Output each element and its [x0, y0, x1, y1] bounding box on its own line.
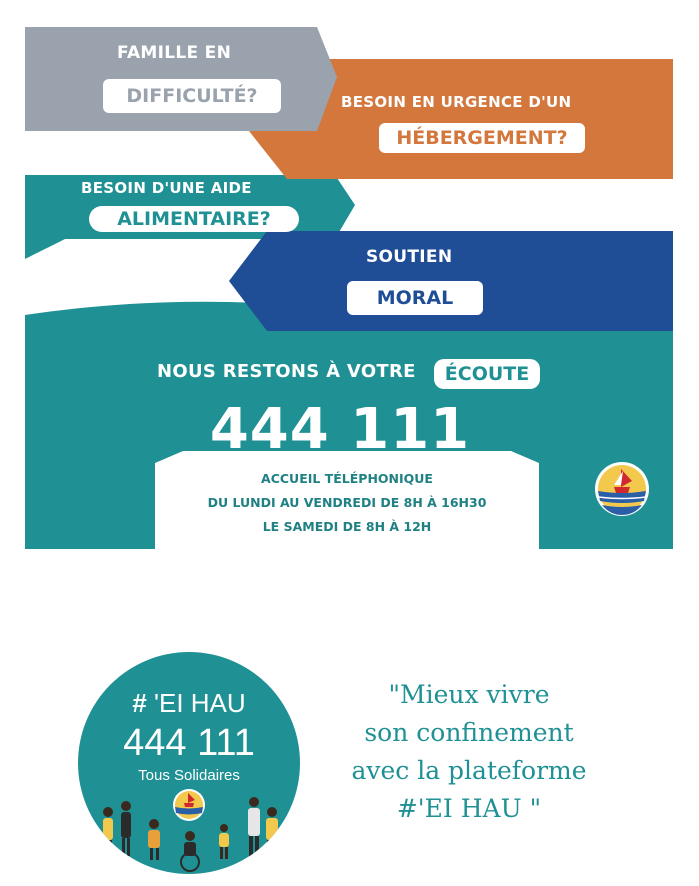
badge-number: 444 111 — [123, 722, 255, 764]
banner-aide-highlight: ALIMENTAIRE? — [89, 206, 299, 232]
eihau-badge — [78, 652, 300, 874]
banner-hebergement-title: BESOIN EN URGENCE D'UN — [341, 93, 572, 111]
badge-subtitle: Tous Solidaires — [138, 767, 240, 784]
person-icon — [248, 797, 260, 858]
opening-hours — [155, 463, 539, 549]
hours-line-3: LE SAMEDI DE 8H À 12H — [262, 519, 432, 534]
french-polynesia-emblem-icon — [594, 461, 650, 517]
banner-aide-title: BESOIN D'UNE AIDE — [81, 179, 252, 197]
badge-hash: # — [132, 688, 147, 718]
quote-line-4: #'EI HAU " — [396, 794, 542, 823]
hours-line-1: ACCUEIL TÉLÉPHONIQUE — [261, 471, 433, 486]
badge-title — [78, 688, 300, 719]
person-icon — [266, 807, 278, 856]
listening-text: NOUS RESTONS À VOTRE — [157, 361, 416, 382]
quote-line-3: avec la plateforme — [351, 756, 587, 785]
banner-famille-highlight: DIFFICULTÉ? — [103, 79, 281, 113]
banner-soutien-highlight: MORAL — [347, 281, 483, 315]
banner-famille-title: FAMILLE EN — [117, 43, 232, 63]
hours-line-2: DU LUNDI AU VENDREDI DE 8H À 16H30 — [207, 495, 487, 510]
person-icon — [219, 824, 229, 859]
phone-number: 444 111 — [209, 397, 471, 462]
person-icon — [121, 801, 131, 856]
banner-hebergement-highlight: HÉBERGEMENT? — [379, 123, 585, 153]
person-icon — [103, 807, 113, 856]
banner-soutien-title: SOUTIEN — [366, 247, 453, 267]
hotline-poster — [25, 27, 673, 549]
listening-highlight: ÉCOUTE — [434, 359, 540, 389]
person-wheelchair-icon — [181, 831, 199, 871]
family-illustration — [78, 792, 300, 874]
badge-name: 'EI HAU — [154, 688, 246, 718]
person-icon — [148, 819, 160, 860]
quote-block — [316, 676, 622, 828]
quote-line-2: son confinement — [364, 718, 574, 747]
quote-line-1: "Mieux vivre — [388, 680, 550, 709]
